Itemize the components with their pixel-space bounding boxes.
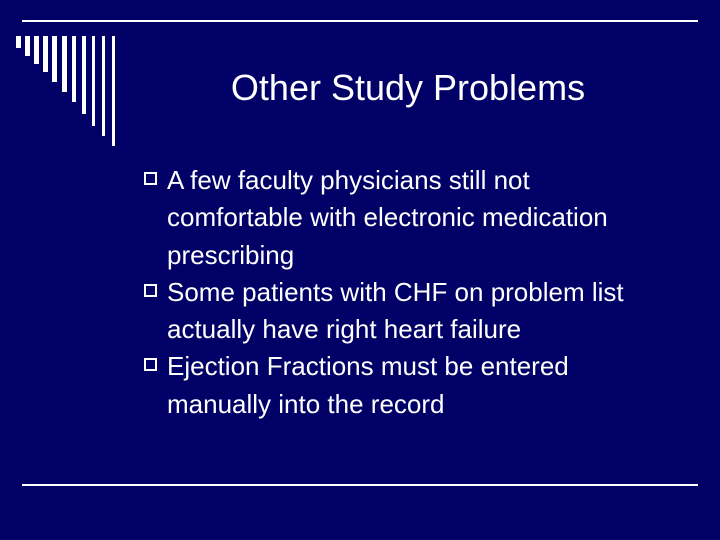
- top-divider: [22, 20, 698, 22]
- bullet-line: Some patients with CHF on problem list: [167, 276, 624, 307]
- hollow-square-icon: [144, 172, 157, 185]
- bullet-line: Ejection Fractions must be entered: [167, 351, 569, 382]
- bullet-line: actually have right heart failure: [167, 314, 522, 345]
- slide-title: Other Study Problems: [230, 67, 586, 108]
- bottom-divider: [22, 484, 698, 486]
- bullet-item: [0, 274, 720, 349]
- bullet-line: A few faculty physicians still not: [167, 165, 530, 195]
- bullet-line: prescribing: [167, 239, 295, 270]
- vertical-bars-icon: [16, 36, 126, 146]
- hollow-square-icon: [144, 358, 157, 371]
- bullet-line: manually into the record: [167, 388, 445, 419]
- bullet-item: [0, 162, 720, 274]
- bullet-item: [0, 348, 720, 423]
- bullet-line: comfortable with electronic medication: [167, 202, 608, 233]
- hollow-square-icon: [144, 284, 157, 297]
- bullet-list: [0, 162, 720, 423]
